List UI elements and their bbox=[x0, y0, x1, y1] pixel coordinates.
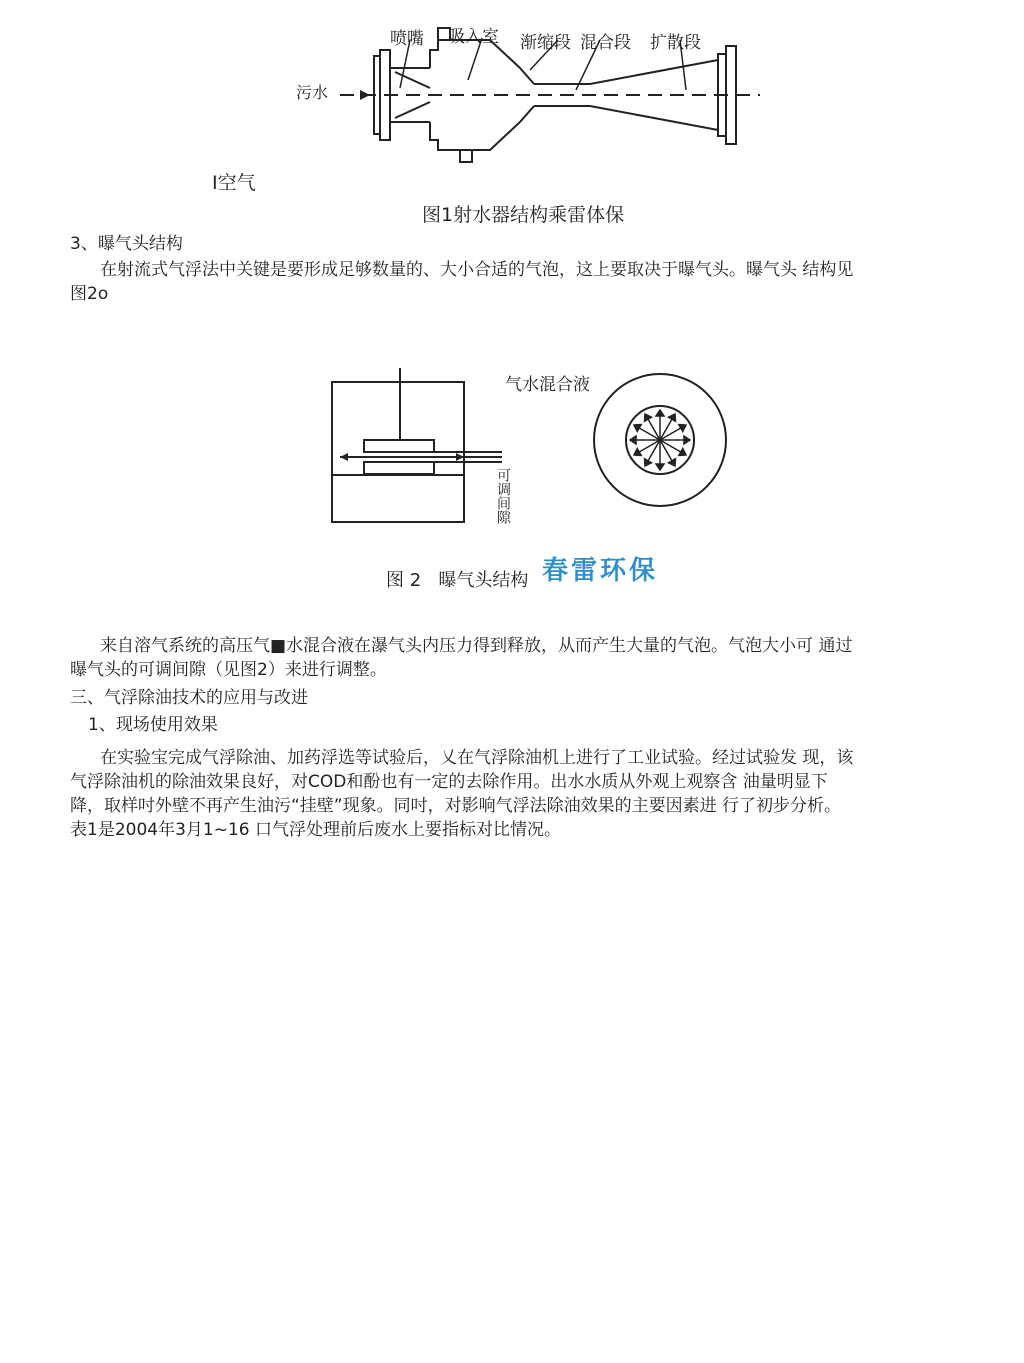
paragraph-line: 曝气头的可调间隙（见图2）来进行调整。 bbox=[70, 660, 387, 680]
section-heading-aerator-structure: 3、曝气头结构 bbox=[70, 234, 183, 254]
paragraph-line: 在实验宝完成气浮除油、加药浮选等试验后，乂在气浮除油机上进行了工业试验。经过试验发 现，该 bbox=[100, 748, 854, 768]
watermark-chunlei: 春雷环保 bbox=[542, 556, 659, 586]
paragraph-line: 气浮除油机的除油效果良好，对COD和酚也有一定的去除作用。出水水质从外观上观察含 油量明显下 bbox=[70, 772, 828, 792]
radial-arrowhead bbox=[630, 436, 636, 444]
label-diffuser-section: 扩散段 bbox=[650, 33, 701, 53]
label-nozzle: 喷嘴 bbox=[390, 29, 424, 49]
paragraph-bubble-release bbox=[70, 634, 990, 682]
subsection-heading-field-effect: 1、现场使用效果 bbox=[88, 715, 218, 735]
paragraph-line: 来自溶气系统的高压气■水混合液在瀑气头内压力得到释放，从而产生大量的气泡。气泡大小可 通过 bbox=[100, 636, 853, 656]
label-air: I空气 bbox=[212, 172, 256, 194]
paragraph-aerator-intro bbox=[70, 258, 990, 306]
radial-arrowhead bbox=[656, 410, 664, 416]
label-air-water-mixture: 气水混合液 bbox=[505, 375, 590, 395]
label-sewage: 污水 bbox=[296, 83, 329, 102]
radial-arrowhead bbox=[656, 464, 664, 470]
paragraph-field-test bbox=[70, 746, 990, 842]
paragraph-line: 降，取样吋外壁不再产生油污“挂壁”现象。同吋，对影响气浮法除油效果的主要因素进 行了初步分析。 bbox=[70, 796, 842, 816]
paragraph-line: 表1是2004年3月1~16 口气浮处理前后废水上要指标对比情况。 bbox=[70, 820, 561, 840]
label-suction-chamber: 吸入室 bbox=[448, 27, 499, 47]
paragraph-line: 在射流式气浮法中关键是要形成足够数量的、大小合适的气泡，这上要取决于曝气头。曝气头 结构见 bbox=[100, 260, 854, 280]
figure1-caption: 图1射水器结构乘雷体保 bbox=[422, 204, 625, 226]
label-taper-section: 渐缩段 bbox=[520, 33, 571, 53]
radial-arrowhead bbox=[684, 436, 690, 444]
label-mixing-section: 混合段 bbox=[580, 33, 631, 53]
section-heading-application: 三、气浮除油技术的应用与改进 bbox=[70, 688, 308, 708]
figure2-caption: 图 2 曝气头结构 bbox=[386, 570, 529, 591]
paragraph-line: 图2o bbox=[70, 284, 109, 304]
label-adjustable-gap: 可调间隙 bbox=[495, 468, 511, 524]
